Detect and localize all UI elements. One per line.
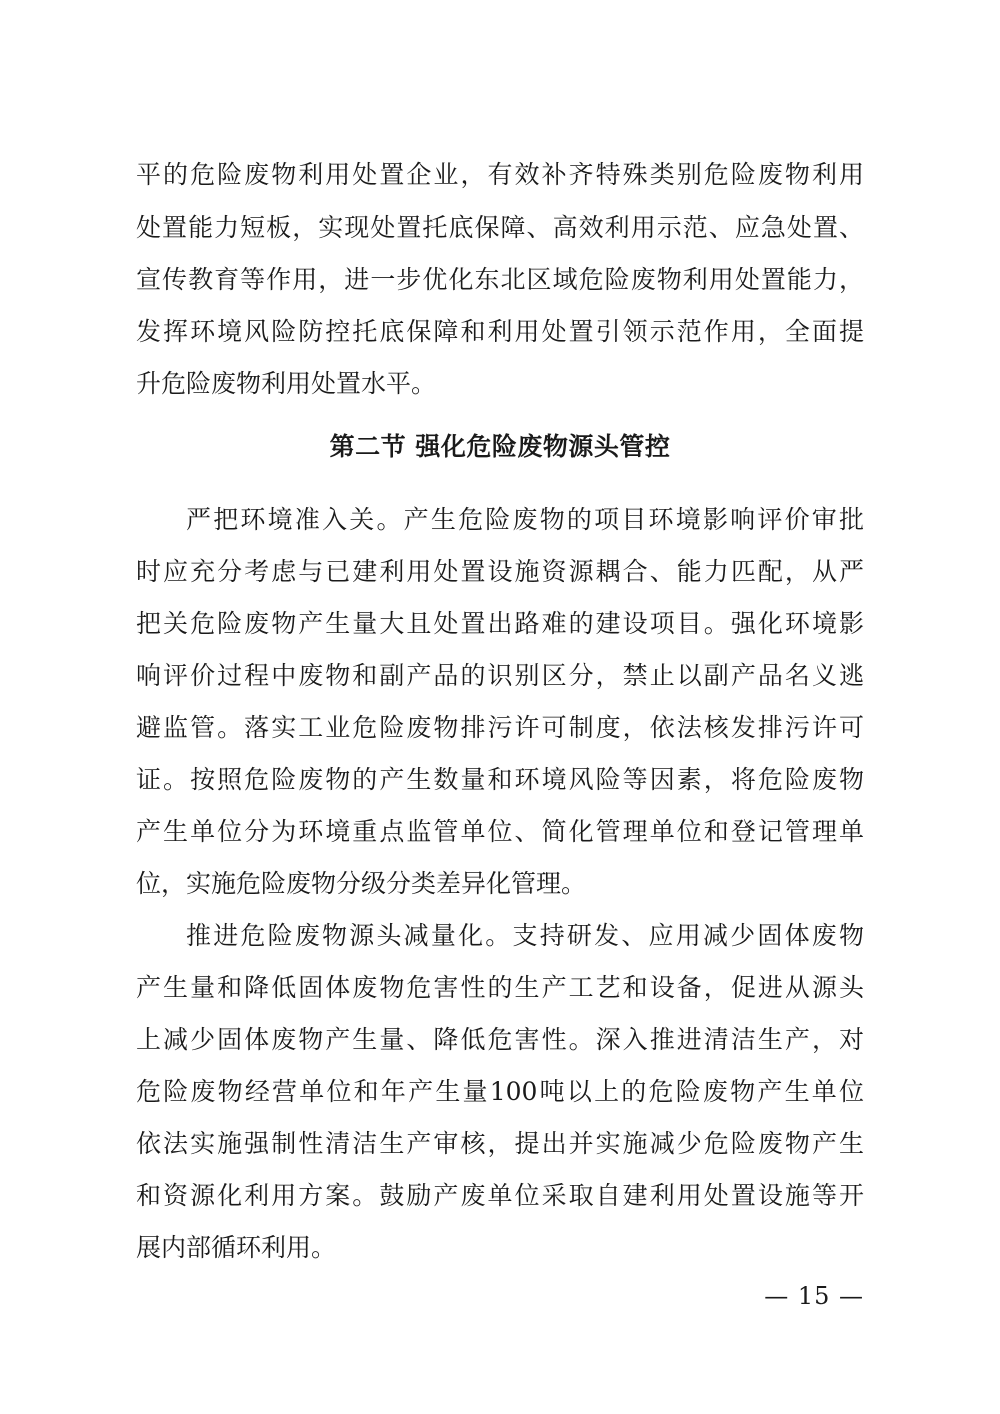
page-number: — 15 — <box>764 1282 864 1310</box>
text-line: 把关危险废物产生量大且处置出路难的建设项目。强化环境影 <box>136 609 864 638</box>
text-line: 位，实施危险废物分级分类差异化管理。 <box>136 869 587 898</box>
text-line: 处置能力短板，实现处置托底保障、高效利用示范、应急处置、 <box>136 213 864 242</box>
text-line: 证。按照危险废物的产生数量和环境风险等因素，将危险废物 <box>136 765 864 794</box>
text-line: 危险废物经营单位和年产生量100吨以上的危险废物产生单位 <box>136 1077 864 1106</box>
section-heading: 第二节 强化危险废物源头管控 <box>329 432 671 461</box>
text-line: 依法实施强制性清洁生产审核，提出并实施减少危险废物产生 <box>136 1129 864 1158</box>
text-line: 严把环境准入关。产生危险废物的项目环境影响评价审批 <box>186 505 864 534</box>
text-line: 和资源化利用方案。鼓励产废单位采取自建利用处置设施等开 <box>136 1181 864 1210</box>
text-line: 避监管。落实工业危险废物排污许可制度，依法核发排污许可 <box>136 713 864 742</box>
text-line: 宣传教育等作用，进一步优化东北区域危险废物利用处置能力， <box>136 265 864 294</box>
text-line: 发挥环境风险防控托底保障和利用处置引领示范作用，全面提 <box>136 317 864 346</box>
text-line: 展内部循环利用。 <box>136 1233 337 1262</box>
text-line: 产生单位分为环境重点监管单位、简化管理单位和登记管理单 <box>136 817 864 846</box>
text-line: 上减少固体废物产生量、降低危害性。深入推进清洁生产，对 <box>136 1025 864 1054</box>
text-line: 平的危险废物利用处置企业，有效补齐特殊类别危险废物利用 <box>136 160 864 189</box>
text-line: 响评价过程中废物和副产品的识别区分，禁止以副产品名义逃 <box>136 661 864 690</box>
text-line: 升危险废物利用处置水平。 <box>136 369 437 398</box>
text-line: 产生量和降低固体废物危害性的生产工艺和设备，促进从源头 <box>136 973 864 1002</box>
text-line: 推进危险废物源头减量化。支持研发、应用减少固体废物 <box>186 921 864 950</box>
text-line: 时应充分考虑与已建利用处置设施资源耦合、能力匹配，从严 <box>136 557 864 586</box>
